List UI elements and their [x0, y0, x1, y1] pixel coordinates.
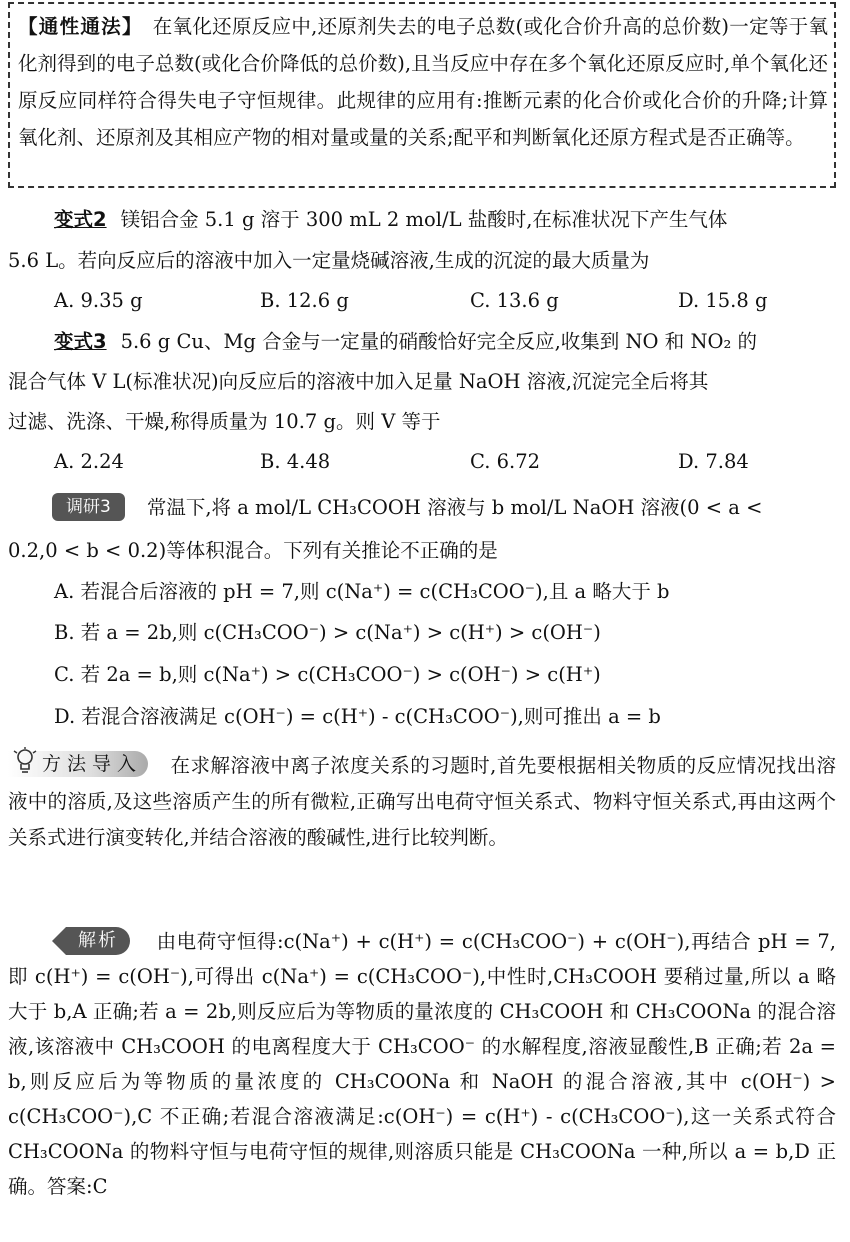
research-3-option-d: D. 若混合溶液满足 c(OH⁻) = c(H⁺) - c(CH₃COO⁻),则可推出 a = b [54, 705, 661, 728]
lightbulb-icon [12, 747, 38, 777]
research-3-option-b: B. 若 a = 2b,则 c(CH₃COO⁻) > c(Na⁺) > c(H⁺) > c(OH⁻) [54, 621, 601, 644]
research-3-badge: 调研3 [52, 493, 125, 521]
method-intro-text: 在求解溶液中离子浓度关系的习题时,首先要根据相关物质的反应情况找出溶液中的溶质,及这些溶质产生的所有微粒,正确写出电荷守恒关系式、物料守恒关系式,再由这两个关系式进行演变转化,并结合溶液的酸碱性,进行比较判断。 [8, 754, 836, 849]
variant-3-stem-line-1: 变式3 5.6 g Cu、Mg 合金与一定量的硝酸恰好完全反应,收集到 NO 和 NO₂ 的 [54, 330, 758, 353]
research-3-option-c: C. 若 2a = b,则 c(Na⁺) > c(CH₃COO⁻) > c(OH⁻) > c(H⁺) [54, 663, 601, 686]
variant-2-option-c: C. 13.6 g [470, 289, 559, 312]
method-intro-paragraph [8, 748, 836, 856]
research-3-stem-line-2: 0.2,0 < b < 0.2)等体积混合。下列有关推论不正确的是 [8, 539, 498, 562]
variant-2-stem-line-1: 变式2 镁铝合金 5.1 g 溶于 300 mL 2 mol/L 盐酸时,在标准状况下产生气体 [54, 208, 728, 231]
variant-3-option-a: A. 2.24 [54, 450, 124, 473]
variant-2-option-d: D. 15.8 g [678, 289, 768, 312]
analysis-tag: 解析 [52, 927, 130, 955]
variant-3-option-c: C. 6.72 [470, 450, 541, 473]
method-intro-tag: 方法导入 [8, 751, 148, 777]
variant-3-option-b: B. 4.48 [260, 450, 331, 473]
variant-3-stem-line-3: 过滤、洗涤、干燥,称得质量为 10.7 g。则 V 等于 [8, 410, 441, 433]
tip-text: 在氧化还原反应中,还原剂失去的电子总数(或化合价升高的总价数)一定等于氧化剂得到的电子总数(或化合价降低的总价数),且当反应中存在多个氧化还原反应时,单个氧化还原反应同样符合得失电子守恒规律。此规律的应用有:推断元素的化合价或化合价的升降;计算氧化剂、还原剂及其相应产物的相对量或量的关系;配平和判断氧化还原方程式是否正确等。 [18, 15, 828, 149]
variant-2-label: 变式2 [54, 208, 107, 231]
analysis-text: 由电荷守恒得:c(Na⁺) + c(H⁺) = c(CH₃COO⁻) + c(OH⁻),再结合 pH = 7,即 c(H⁺) = c(OH⁻),可得出 c(Na⁺) = c(CH₃COO⁻),中性时,CH₃COOH 要稍过量,所以 a 略大于 b,A 正确;若 a = 2b,则反应后为等物质的量浓度的 CH₃COOH 和 CH₃COONa 的混合溶液,该溶液中 CH₃COOH 的电离程度大于 CH₃COO⁻ 的水解程度,溶液显酸性,B 正确;若 2a = b,则反应后为等物质的量浓度的 CH₃COONa 和 NaOH 的混合溶液,其中 c(OH⁻) > c(CH₃COO⁻),C 不正确;若混合溶液满足:c(OH⁻) = c(H⁺) - c(CH₃COO⁻),这一关系式符合 CH₃COONa 的物料守恒与电荷守恒的规律,则溶质只能是 CH₃COONa 一种,所以 a = b,D 正确。答案:C [8, 930, 836, 1198]
variant-2-option-b: B. 12.6 g [260, 289, 349, 312]
variant-2-option-a: A. 9.35 g [54, 289, 143, 312]
analysis-paragraph [8, 924, 836, 1204]
general-method-box [8, 2, 836, 188]
variant-3-stem-line-2: 混合气体 V L(标准状况)向反应后的溶液中加入足量 NaOH 溶液,沉淀完全后将其 [8, 370, 709, 393]
research-3-stem-line-1: 调研3 常温下,将 a mol/L CH₃COOH 溶液与 b mol/L NaOH 溶液(0 < a < [52, 491, 762, 525]
variant-3-option-d: D. 7.84 [678, 450, 749, 473]
variant-3-label: 变式3 [54, 330, 107, 353]
tip-title: 【通性通法】 [18, 15, 143, 38]
research-3-option-a: A. 若混合后溶液的 pH = 7,则 c(Na⁺) = c(CH₃COO⁻),且 a 略大于 b [54, 580, 670, 603]
variant-2-stem-line-2: 5.6 L。若向反应后的溶液中加入一定量烧碱溶液,生成的沉淀的最大质量为 [8, 249, 650, 272]
